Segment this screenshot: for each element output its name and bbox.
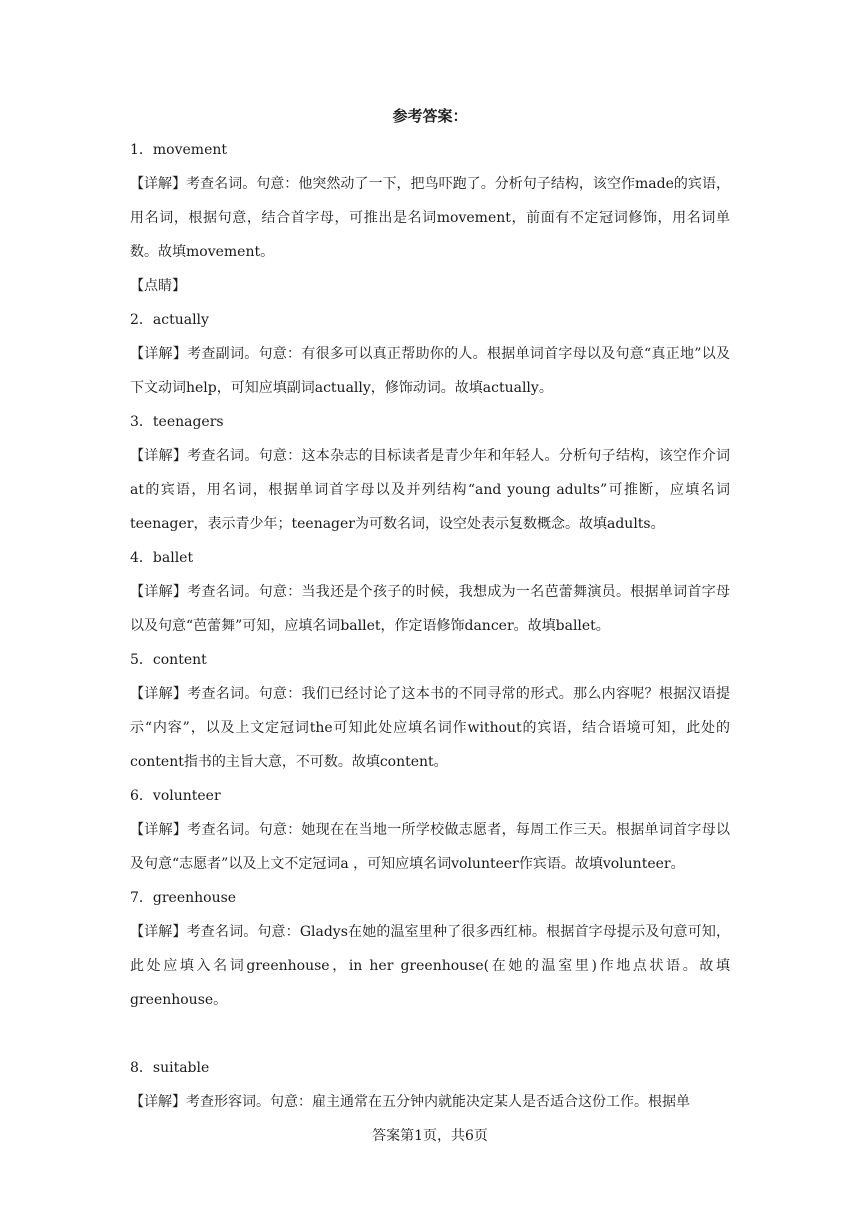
answer-item-7 [130,881,730,1017]
answer-explanation: 【详解】考查名词。句意：他突然动了一下，把鸟吓跑了。分析句子结构，该空作made的宾语，用名词，根据句意，结合首字母，可推出是名词movement，前面有不定冠词修饰，用名词单数。故填movement。 [130,176,730,260]
answer-item-2 [130,303,730,405]
answer-explanation: 【详解】考查名词。句意：当我还是个孩子的时候，我想成为一名芭蕾舞演员。根据单词首字母以及句意“芭蕾舞”可知，应填名词ballet，作定语修饰dancer。故填ballet。 [130,584,730,634]
answer-item-6 [130,779,730,881]
answer-explanation: 【详解】考查名词。句意：我们已经讨论了这本书的不同寻常的形式。那么内容呢？根据汉语提示“内容”，以及上文定冠词the可知此处应填名词作without的宾语，结合语境可知，此处的content指书的主旨大意，不可数。故填content。 [130,686,730,770]
answer-item-8 [130,1051,730,1119]
answer-heading: 1．movement [130,142,228,158]
answer-note: 【点睛】 [130,278,186,294]
answer-explanation: 【详解】考查形容词。句意：雇主通常在五分钟内就能决定某人是否适合这份工作。根据单 [130,1094,690,1110]
answer-item-5 [130,643,730,779]
answer-explanation: 【详解】考查名词。句意：她现在在当地一所学校做志愿者，每周工作三天。根据单词首字母以及句意“志愿者”以及上文不定冠词a ，可知应填名词volunteer作宾语。故填volunteer。 [130,822,730,872]
answer-item-4 [130,541,730,643]
answer-explanation: 【详解】考查名词。句意：Gladys在她的温室里种了很多西红柿。根据首字母提示及句意可知，此处应填入名词greenhouse，in her greenhouse(在她的温室里)作地点状语。故填greenhouse。 [130,924,730,1008]
page-title: 参考答案： [392,107,468,125]
answer-list [130,133,730,1119]
answer-heading: 6．volunteer [130,788,221,804]
answer-heading: 5．content [130,652,207,668]
answer-heading: 3．teenagers [130,414,224,430]
answer-heading: 4．ballet [130,550,194,566]
answer-explanation: 【详解】考查名词。句意：这本杂志的目标读者是青少年和年轻人。分析句子结构，该空作介词at的宾语，用名词，根据单词首字母以及并列结构“and young adults”可推断，应填名词teenager，表示青少年；teenager为可数名词，设空处表示复数概念。故填adults。 [130,448,730,532]
page-footer: 答案第1页，共6页 [372,1128,488,1144]
answer-item-3 [130,405,730,541]
answer-explanation: 【详解】考查副词。句意：有很多可以真正帮助你的人。根据单词首字母以及句意“真正地”以及下文动词help，可知应填副词actually，修饰动词。故填actually。 [130,346,730,396]
answer-heading: 2．actually [130,312,209,328]
answer-item-1 [130,133,730,303]
blank-line [130,1017,730,1051]
answer-heading: 7．greenhouse [130,890,237,906]
answer-heading: 8．suitable [130,1060,210,1076]
